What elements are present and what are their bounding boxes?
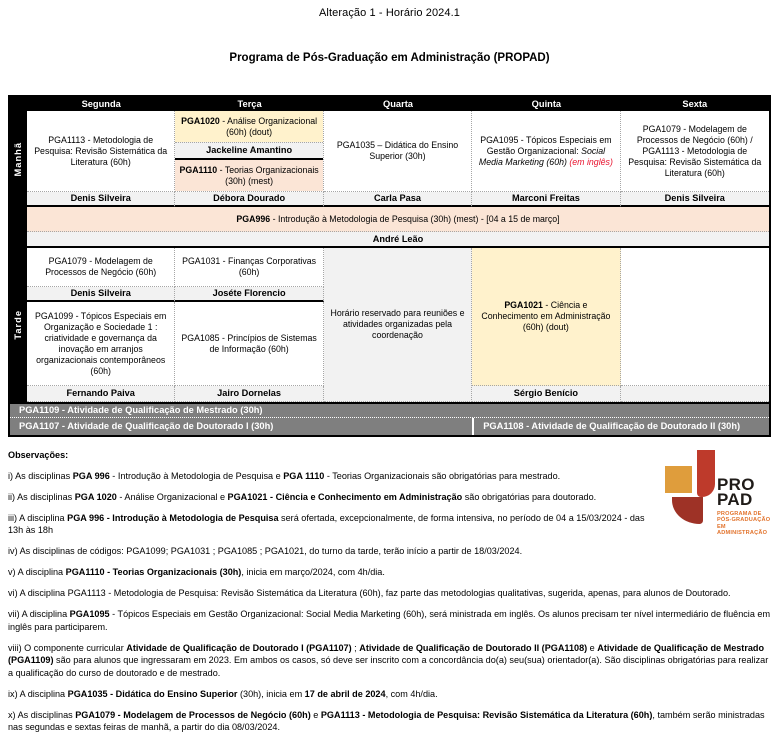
- qualification-mestrado-row: PGA1109 - Atividade de Qualificação de Mestrado (30h): [10, 402, 769, 418]
- tarde-label-text: Tarde: [13, 310, 23, 340]
- observation-item-10: x) As disciplinas PGA1079 - Modelagem de Processos de Negócio (60h) e PGA1113 - Metodologia de Pesquisa: Revisão Sistemática da Literatura (60h), também serão ministradas nas segundas e sextas feiras de manhã, a partir do dia 08/03/2024.: [8, 709, 765, 733]
- instructor-manha-quinta: Marconi Freitas: [472, 192, 620, 207]
- table-corner: [10, 97, 27, 111]
- observation-item-8: viii) O componente curricular Atividade de Qualificação de Doutorado I (PGA1107) ; Atividade de Qualificação de Doutorado II (PGA1108) e Atividade de Qualificação de Mestrado (PGA1109) são para alunos que ingressaram em 2023. Em ambos os casos, só deve ser inscrito com a concordância do(a) seu(sua) orientador(a). São disciplinas obrigatórias para realizar a qualificação do curso de doutorado e de mestrado.: [8, 642, 769, 678]
- cell-manha-quarta: PGA1035 – Didática do Ensino Superior (30h): [324, 111, 472, 192]
- day-header-quinta: Quinta: [472, 97, 620, 111]
- observation-item-2: ii) As disciplinas PGA 1020 - Análise Organizacional e PGA1021 - Ciência e Conhecimento em Administração são obrigatórias para doutorado.: [8, 492, 597, 502]
- logo-dark-quarter-shape: [672, 497, 703, 524]
- period-label-tarde: [10, 248, 27, 402]
- logo-red-pill-shape: [697, 450, 715, 497]
- cell-manha-terca-instructor: Jackeline Amantino: [175, 142, 322, 160]
- cell-manha-terca-pga1020: PGA1020 - Análise Organizacional (60h) (dout): [175, 111, 322, 142]
- logo-subtext-line1: PROGRAMA DE: [717, 511, 762, 517]
- instructor-tarde-quinta: Sérgio Benício: [472, 386, 620, 402]
- instructor-manha-segunda: Denis Silveira: [27, 192, 175, 207]
- logo-acronym: [717, 477, 755, 507]
- day-header-quarta: Quarta: [324, 97, 472, 111]
- instructor-tarde-segunda-1: Denis Silveira: [27, 287, 175, 302]
- instructor-manha-sexta: Denis Silveira: [621, 192, 769, 207]
- observations-section: [8, 449, 771, 733]
- cell-tarde-segunda-2: PGA1099 - Tópicos Especiais em Organização e Sociedade 1 : criatividade e governança da inovação em arranjos organizacionais contemporâneos (60h): [27, 302, 175, 386]
- logo-acronym-line1: PRO: [717, 475, 755, 494]
- manha-label-text: Manhã: [13, 141, 23, 177]
- cell-manha-terca-pga1110: PGA1110 - Teorias Organizacionais (30h) (mest): [175, 160, 322, 191]
- logo-orange-square-shape: [665, 466, 692, 493]
- period-label-manha: [10, 111, 27, 207]
- page-title: Alteração 1 - Horário 2024.1: [319, 7, 460, 19]
- instructor-tarde-sexta-empty: [621, 386, 769, 402]
- cell-manha-sexta: PGA1079 - Modelagem de Processos de Negócio (60h) / PGA1113 - Metodologia de Pesquisa: Revisão Sistemática da Literatura (60h): [621, 111, 769, 192]
- cell-tarde-sexta-empty: [621, 248, 769, 386]
- observations-heading: Observações:: [8, 450, 69, 460]
- cell-tarde-terca-1: PGA1031 - Finanças Corporativas (60h): [175, 248, 323, 287]
- cell-manha-terca: [175, 111, 323, 192]
- observation-item-5: v) A disciplina PGA1110 - Teorias Organizacionais (30h), inicia em março/2024, com 4h/dia.: [8, 567, 385, 578]
- logo-acronym-line2: PAD: [717, 490, 753, 509]
- program-title: Programa de Pós-Graduação em Administração (PROPAD): [229, 52, 550, 64]
- observation-item-3: iii) A disciplina PGA 996 - Introdução à Metodologia de Pesquisa será ofertada, excepcionalmente, de forma intensiva, no período de 04 a 15/03/2024 - das 13h às 18h: [8, 513, 645, 536]
- instructor-manha-quarta: Carla Pasa: [324, 192, 472, 207]
- cell-tarde-terca-2: PGA1085 - Princípios de Sistemas de Informação (60h): [175, 302, 323, 386]
- qualification-doutorado1-row: PGA1107 - Atividade de Qualificação de Doutorado I (30h): [10, 418, 472, 435]
- qualification-doutorado2-row: PGA1108 - Atividade de Qualificação de Doutorado II (30h): [472, 418, 769, 435]
- cell-manha-quinta: PGA1095 - Tópicos Especiais em Gestão Organizacional: Social Media Marketing (60h) (em inglês): [472, 111, 620, 192]
- instructor-tarde-terca-2: Jairo Dornelas: [175, 386, 323, 402]
- instructor-intensive: André Leão: [27, 232, 769, 248]
- logo-subtext-line3: EM ADMINISTRAÇÃO: [717, 523, 768, 537]
- day-header-segunda: Segunda: [27, 97, 175, 111]
- day-header-sexta: Sexta: [621, 97, 769, 111]
- logo-subtext-line2: PÓS-GRADUAÇÃO: [717, 517, 771, 524]
- logo-subtext: [717, 511, 771, 537]
- instructor-tarde-segunda-2: Fernando Paiva: [27, 386, 175, 402]
- schedule-table: [8, 95, 771, 437]
- cell-tarde-segunda-1: PGA1079 - Modelagem de Processos de Negócio (60h): [27, 248, 175, 287]
- instructor-tarde-terca-1: Joséte Florencio: [175, 287, 323, 302]
- observation-item-6: vi) A disciplina PGA1113 - Metodologia de Pesquisa: Revisão Sistemática da Literatura (60h), faz parte das metodologias qualitativas, sugerida, apenas, para alunos de Doutorado.: [8, 588, 731, 599]
- instructor-manha-terca: Débora Dourado: [175, 192, 323, 207]
- observation-item-9: ix) A disciplina PGA1035 - Didática do Ensino Superior (30h), inicia em 17 de abril de 2024, com 4h/dia.: [8, 688, 438, 699]
- cell-tarde-quarta-reserved: Horário reservado para reuniões e atividades organizadas pela coordenação: [324, 248, 472, 402]
- observation-item-1: i) As disciplinas PGA 996 - Introdução à Metodologia de Pesquisa e PGA 1110 - Teorias Organizacionais são obrigatórias para mestrado.: [8, 471, 561, 481]
- observation-item-7: vii) A disciplina PGA1095 - Tópicos Especiais em Gestão Organizacional: Social Media Marketing (60h), será ministrada em inglês. Os alunos precisam ter nível intermediário de fluência em inglês para participarem.: [8, 609, 771, 632]
- cell-tarde-quinta-pga1021: PGA1021 - Ciência e Conhecimento em Administração (60h) (dout): [472, 248, 620, 386]
- day-header-terca: Terça: [175, 97, 323, 111]
- period-label-spacer: [10, 207, 27, 248]
- schedule-table-wrap: [8, 95, 771, 437]
- observation-item-4: iv) As disciplinas de códigos: PGA1099; PGA1031 ; PGA1085 ; PGA1021, do turno da tarde, terão início a partir de 18/03/2024.: [8, 546, 523, 557]
- cell-manha-segunda: PGA1113 - Metodologia de Pesquisa: Revisão Sistemática da Literatura (60h): [27, 111, 175, 192]
- propad-logo: [659, 449, 771, 549]
- cell-intensive-pga996: PGA996 - Introdução à Metodologia de Pesquisa (30h) (mest) - [04 a 15 de março]: [27, 207, 769, 232]
